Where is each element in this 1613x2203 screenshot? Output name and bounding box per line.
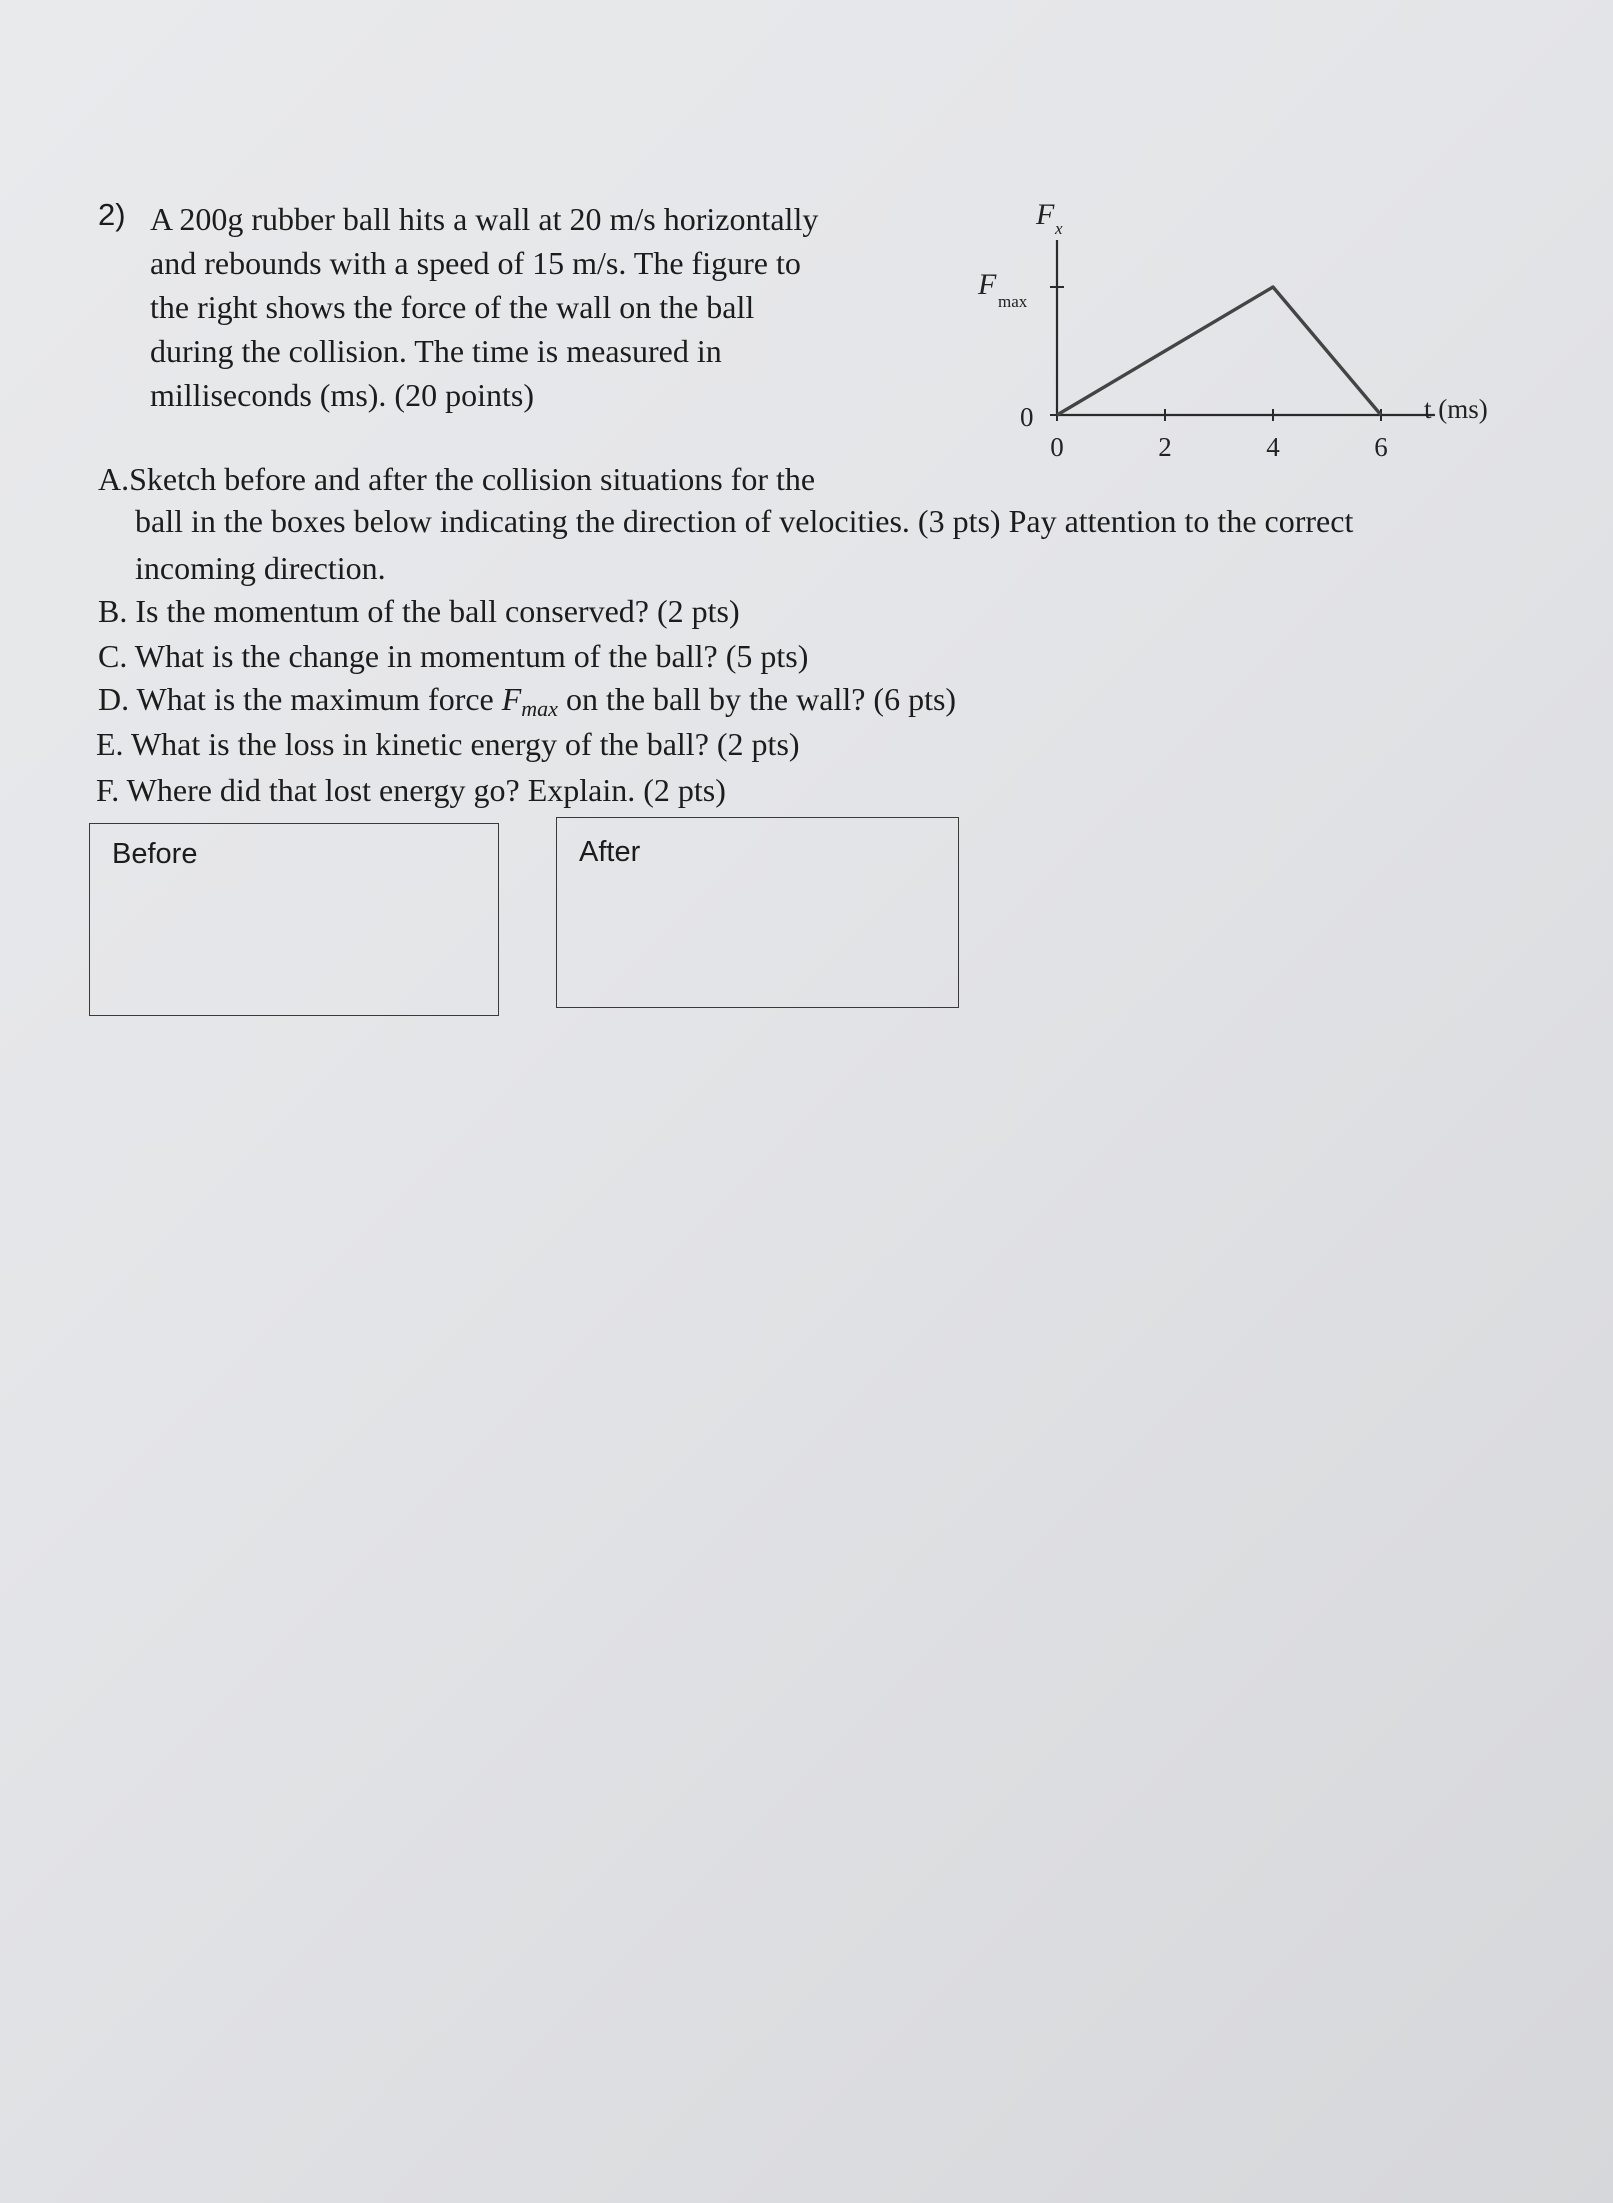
part-d-suffix: on the ball by the wall? (6 pts) [557, 681, 957, 717]
part-a-line3: incoming direction. [135, 550, 386, 586]
stem-line: A 200g rubber ball hits a wall at 20 m/s horizontally [150, 201, 819, 237]
question-stem [150, 197, 930, 417]
x-tick-label: 0 [1050, 432, 1064, 462]
part-f: F. Where did that lost energy go? Explain. (2 pts) [96, 772, 726, 808]
part-a-line1: Sketch before and after the collision situations for the [129, 461, 816, 497]
part-b: B. Is the momentum of the ball conserved? (2 pts) [98, 593, 740, 629]
part-d-prefix: D. What is the maximum force [98, 681, 502, 717]
part-a-line2: ball in the boxes below indicating the direction of velocities. (3 pts) Pay attention to the correct [135, 503, 1354, 539]
x-tick-label: 6 [1374, 432, 1388, 462]
fmax-symbol [501, 681, 558, 721]
x-axis-label: t (ms) [1424, 394, 1488, 424]
y-axis-subscript: x [1055, 219, 1063, 238]
stem-line: milliseconds (ms). (20 points) [150, 377, 534, 413]
zero-label: 0 [1020, 402, 1034, 432]
part-e: E. What is the loss in kinetic energy of the ball? (2 pts) [96, 726, 800, 762]
fmax-sub: max [521, 696, 558, 721]
x-ticks [1050, 409, 1388, 462]
after-label: After [579, 836, 641, 868]
after-box[interactable] [556, 817, 959, 1008]
x-tick-label: 4 [1266, 432, 1280, 462]
force-curve [1057, 287, 1381, 415]
part-a [98, 457, 815, 501]
force-time-chart [960, 190, 1520, 480]
fmax-subscript: max [998, 292, 1028, 311]
question-number: 2) [98, 197, 126, 232]
force-time-graph [960, 190, 1520, 480]
stem-line: the right shows the force of the wall on the ball [150, 289, 755, 325]
before-label: Before [112, 838, 198, 870]
before-box[interactable] [89, 823, 499, 1016]
part-c: C. What is the change in momentum of the ball? (5 pts) [98, 638, 809, 674]
stem-line: and rebounds with a speed of 15 m/s. The figure to [150, 245, 801, 281]
y-axis-label: F [1036, 198, 1055, 231]
fmax-label: F [978, 268, 997, 301]
x-tick-label: 2 [1158, 432, 1172, 462]
fmax-f: F [501, 681, 522, 717]
stem-line: during the collision. The time is measured in [150, 333, 722, 369]
part-a-letter: A. [98, 461, 130, 497]
